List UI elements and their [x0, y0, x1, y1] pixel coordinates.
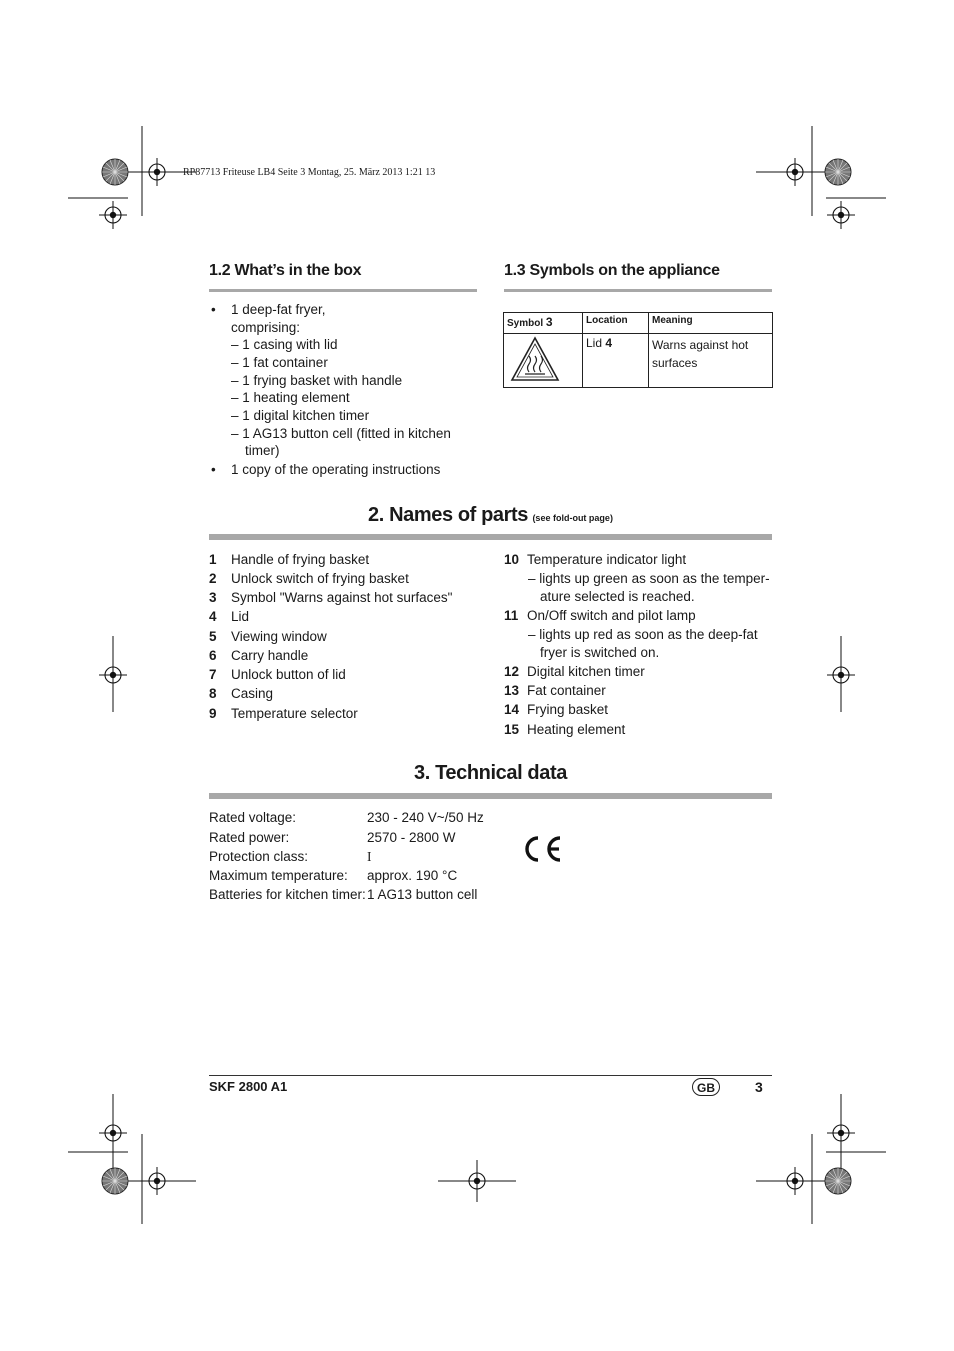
- table-cell-location: Lid 4: [583, 334, 649, 388]
- list-item-note: – lights up red as soon as the deep-fat: [528, 627, 758, 642]
- sub-list-item: – 1 heating element: [231, 390, 350, 405]
- section-title-technical-data: [209, 762, 772, 785]
- sub-list-item: – 1 AG13 button cell (fitted in kitchen: [231, 426, 451, 441]
- sub-list-item: – 1 digital kitchen timer: [231, 408, 370, 423]
- table-header-location: Location: [583, 313, 649, 334]
- list-item: comprising:: [231, 320, 301, 335]
- section-rule: [209, 289, 477, 292]
- heading: 2. Names of parts: [368, 504, 528, 526]
- spec-label: Batteries for kitchen timer:: [209, 887, 366, 902]
- list-item: 5 Viewing window: [209, 629, 327, 644]
- table-cell-meaning: Warns against hot surfaces: [649, 334, 773, 388]
- table-header-symbol: Symbol 3: [504, 313, 583, 334]
- list-item: 11 On/Off switch and pilot lamp: [504, 608, 696, 623]
- list-item: 12 Digital kitchen timer: [504, 664, 645, 679]
- bullet: •: [211, 302, 216, 317]
- list-item: 13 Fat container: [504, 683, 606, 698]
- section-title-names-of-parts: [209, 504, 772, 527]
- list-item-note: – lights up green as soon as the temper-: [528, 571, 770, 586]
- table-header-meaning: Meaning: [649, 313, 773, 334]
- list-item: 2 Unlock switch of frying basket: [209, 571, 409, 586]
- list-item: 14 Frying basket: [504, 702, 609, 717]
- list-item-note: ature selected is reached.: [540, 589, 695, 604]
- heading-note: (see fold-out page): [532, 513, 613, 523]
- list-item: 1 deep-fat fryer,: [231, 302, 326, 317]
- list-item: 1 Handle of frying basket: [209, 552, 370, 567]
- list-item: 4 Lid: [209, 609, 250, 624]
- section-title-symbols: 1.3 Symbols on the appliance: [504, 262, 720, 279]
- list-item: 8 Casing: [209, 686, 274, 701]
- sub-list-item: timer): [245, 443, 280, 458]
- spec-value: 1 AG13 button cell: [367, 887, 478, 902]
- sub-list-item: – 1 frying basket with handle: [231, 373, 403, 388]
- list-item-note: fryer is switched on.: [540, 645, 660, 660]
- page-number: 3: [755, 1079, 763, 1095]
- list-item: 1 copy of the operating instructions: [231, 462, 441, 477]
- spec-label: Rated power:: [209, 830, 290, 845]
- spec-value: 230 - 240 V~/50 Hz: [367, 810, 484, 825]
- spec-label: Rated voltage:: [209, 810, 297, 825]
- section-rule: [504, 289, 772, 292]
- hot-surface-warning-icon: [504, 334, 582, 384]
- list-item: 15 Heating element: [504, 722, 626, 737]
- section-rule: [209, 534, 772, 540]
- list-item: 3 Symbol "Warns against hot surfaces": [209, 590, 453, 605]
- section-rule: [209, 793, 772, 799]
- country-badge: GB: [692, 1078, 720, 1096]
- footer-model: SKF 2800 A1: [209, 1079, 288, 1094]
- list-item: 6 Carry handle: [209, 648, 309, 663]
- heading: 3. Technical data: [414, 762, 567, 784]
- section-title-whats-in-box: 1.2 What’s in the box: [209, 262, 362, 279]
- sub-list-item: – 1 fat container: [231, 355, 328, 370]
- spec-label: Protection class:: [209, 849, 309, 864]
- spec-value: approx. 190 °C: [367, 868, 458, 883]
- symbols-table: [503, 312, 773, 388]
- print-slug: RP87713 Friteuse LB4 Seite 3 Montag, 25. März 2013 1:21 13: [183, 167, 436, 178]
- list-item: 7 Unlock button of lid: [209, 667, 346, 682]
- sub-list-item: – 1 casing with lid: [231, 337, 338, 352]
- spec-value: I: [367, 849, 372, 864]
- list-item: 10 Temperature indicator light: [504, 552, 687, 567]
- spec-label: Maximum temperature:: [209, 868, 348, 883]
- spec-value: 2570 - 2800 W: [367, 830, 456, 845]
- footer-rule: [209, 1075, 772, 1076]
- bullet: •: [211, 462, 216, 477]
- list-item: 9 Temperature selector: [209, 706, 358, 721]
- ce-mark-icon: [520, 834, 564, 864]
- table-cell-symbol: [504, 334, 583, 388]
